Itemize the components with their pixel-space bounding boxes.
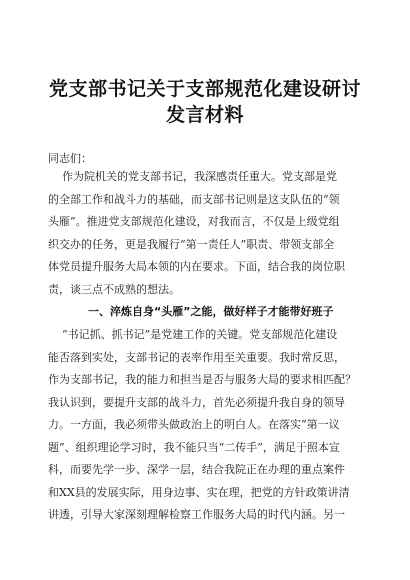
- document-title-line-1: 党支部书记关于支部规范化建设研讨: [48, 78, 361, 100]
- salutation: 同志们：: [48, 152, 92, 165]
- paragraph-1-line-2: 的全部工作和战斗力的基础，而支部书记则是这支队伍的“领: [48, 192, 340, 206]
- paragraph-2-line-8: 和XX县的发展实际，用身边事、实在理，把党的方针政策讲清: [48, 485, 350, 499]
- paragraph-1-line-4: 织交办的任务，更是我履行“第一责任人”职责、带领支部全: [48, 237, 335, 251]
- paragraph-2-line-4: 我认识到，要提升支部的战斗力，首先必须提升我自身的领导: [48, 395, 345, 409]
- paragraph-2-line-9: 讲透，引导大家深刻理解检察工作服务大局的时代内涵。另一: [48, 508, 345, 521]
- paragraph-2-line-2: 能否落到实处，支部书记的表率作用至关重要。我时常反思，: [48, 350, 345, 364]
- paragraph-1-line-6: 责，谈三点不成熟的想法。: [48, 282, 180, 296]
- paragraph-2-line-6: 题”、组织理论学习时，我不能只当“二传手”，满足于照本宣: [48, 440, 340, 454]
- section-heading-1: 一、淬炼自身“头雁”之能，做好样子才能带好班子: [88, 305, 334, 318]
- paragraph-1-line-1: 作为院机关的党支部书记，我深感责任重大。党支部是党: [62, 170, 337, 183]
- paragraph-2-line-3: 作为支部书记，我的能力和担当是否与服务大局的要求相匹配？: [48, 373, 356, 386]
- paragraph-2-line-1: “书记抓、抓书记”是党建工作的关键。党支部规范化建设: [62, 328, 338, 341]
- paragraph-1-line-5: 体党员提升服务大局本领的内在要求。下面，结合我的岗位职: [48, 260, 345, 273]
- document-title-line-2: 发言材料: [165, 104, 244, 126]
- paragraph-1-line-3: 头雁”。推进党支部规范化建设，对我而言，不仅是上级党组: [48, 215, 340, 228]
- paragraph-2-line-5: 力。一方面，我必须带头做政治上的明白人。在落实“第一议: [48, 418, 340, 431]
- paragraph-2-line-7: 科，而要先学一步、深学一层，结合我院正在办理的重点案件: [48, 463, 345, 476]
